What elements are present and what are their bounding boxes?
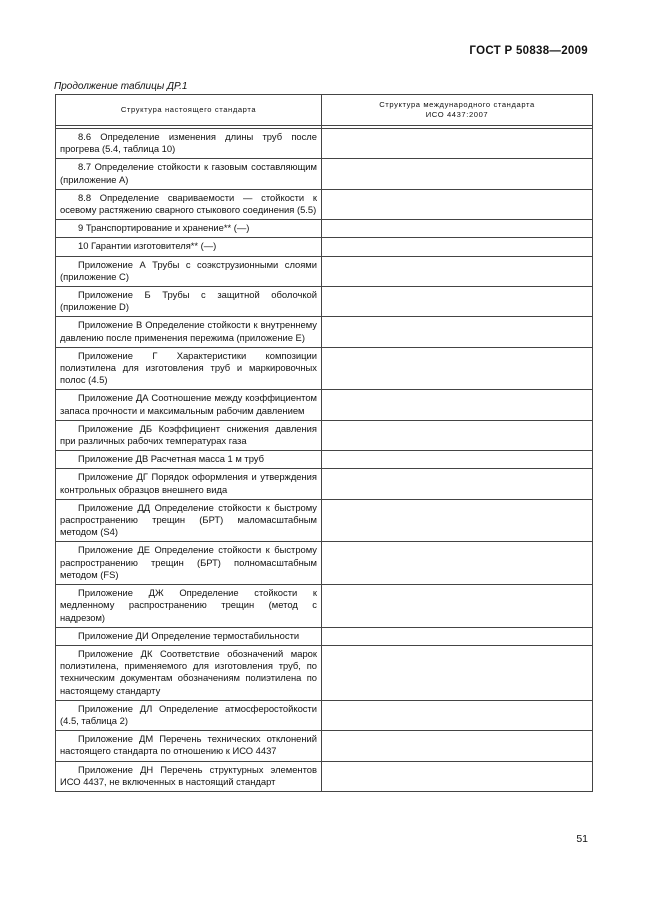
- table-row: [56, 451, 593, 469]
- table-row: [56, 469, 593, 499]
- row-text: Приложение ДА Соотношение между коэффициентом запаса прочности и максимальным рабочим давлением: [60, 392, 317, 416]
- table-row: [56, 390, 593, 420]
- iso-cell: [322, 256, 593, 286]
- row-text: 8.8 Определение свариваемости — стойкости к осевому растяжению сварного стыкового соединения (5.5): [60, 191, 317, 216]
- row-text: 8.7 Определение стойкости к газовым составляющим (приложение А): [60, 161, 317, 185]
- table-row: [56, 347, 593, 390]
- iso-cell: [322, 317, 593, 347]
- table-row: [56, 542, 593, 585]
- row-text: Приложение ДВ Расчетная масса 1 м труб: [78, 453, 264, 465]
- iso-cell: [322, 469, 593, 499]
- iso-cell: [322, 451, 593, 469]
- table-row: [56, 627, 593, 645]
- row-text: Приложение ДГ Порядок оформления и утверждения контрольных образцов внешнего вида: [60, 471, 317, 495]
- table-row: [56, 129, 593, 159]
- iso-cell: [322, 287, 593, 317]
- row-text: Приложение В Определение стойкости к внутреннему давлению после применения пережима (приложение Е): [60, 319, 317, 343]
- table-row: [56, 256, 593, 286]
- row-text: Приложение ДК Соответствие обозначений марок полиэтилена, применяемого для изготовления труб, по техническим документам обозначениям полиэтилена по настоящему стандарту: [60, 647, 317, 696]
- table-row: [56, 585, 593, 628]
- table-caption: Продолжение таблицы ДР.1: [54, 81, 188, 92]
- table-row: [56, 317, 593, 347]
- iso-cell: [322, 420, 593, 450]
- row-text: Приложение ДБ Коэффициент снижения давления при различных рабочих температурах газа: [60, 422, 317, 447]
- iso-cell: [322, 220, 593, 238]
- table-row: [56, 420, 593, 450]
- iso-cell: [322, 159, 593, 189]
- row-text: Приложение Б Трубы с защитной оболочкой (приложение D): [60, 289, 317, 313]
- table-row: [56, 220, 593, 238]
- table-row: [56, 189, 593, 219]
- table-row: [56, 761, 593, 791]
- iso-cell: [322, 129, 593, 159]
- iso-cell: [322, 189, 593, 219]
- iso-cell: [322, 499, 593, 542]
- col-header-current-standard: Структура настоящего стандарта: [56, 95, 322, 126]
- row-text: Приложение ДД Определение стойкости к быстрому распространению трещин (БРТ) маломасштабным методом (S4): [60, 501, 317, 538]
- iso-cell: [322, 645, 593, 700]
- row-text: Приложение А Трубы с соэкструзионными слоями (приложение С): [60, 258, 317, 282]
- iso-cell: [322, 390, 593, 420]
- table-row: [56, 287, 593, 317]
- row-text: 9 Транспортирование и хранение** (—): [78, 222, 250, 234]
- col-header-iso-standard: [322, 95, 593, 126]
- table-row: [56, 499, 593, 542]
- row-text: 8.6 Определение изменения длины труб после прогрева (5.4, таблица 10): [60, 131, 317, 155]
- iso-cell: [322, 761, 593, 791]
- col-header-iso-line1: Структура международного стандарта: [379, 100, 535, 109]
- row-text: Приложение ДИ Определение термостабильности: [78, 629, 300, 641]
- table-row: [56, 731, 593, 761]
- iso-cell: [322, 585, 593, 628]
- iso-cell: [322, 238, 593, 256]
- row-text: 10 Гарантии изготовителя** (—): [78, 240, 217, 252]
- col-header-iso-line2: ИСО 4437:2007: [425, 110, 489, 119]
- iso-cell: [322, 731, 593, 761]
- table-row: [56, 238, 593, 256]
- iso-cell: [322, 627, 593, 645]
- row-text: Приложение ДН Перечень структурных элементов ИСО 4437, не включенных в настоящий стандарт: [60, 763, 317, 787]
- standard-code: ГОСТ Р 50838—2009: [469, 45, 588, 57]
- row-text: Приложение ДЕ Определение стойкости к быстрому распространению трещин (БРТ) полномасштабным методом (FS): [60, 544, 317, 580]
- row-text: Приложение ДЛ Определение атмосферостойкости (4.5, таблица 2): [60, 702, 317, 726]
- table-row: [56, 645, 593, 700]
- row-text: Приложение ДЖ Определение стойкости к медленному распространению трещин (метод с надрезом): [60, 587, 317, 623]
- iso-cell: [322, 700, 593, 730]
- table-row: [56, 700, 593, 730]
- structure-comparison-table: [55, 94, 593, 792]
- row-text: Приложение Г Характеристики композиции полиэтилена для изготовления труб и маркировочных полос (4.5): [60, 349, 317, 386]
- table-row: [56, 159, 593, 189]
- iso-cell: [322, 347, 593, 390]
- table-header-row: [56, 95, 593, 126]
- page-number: 51: [576, 833, 588, 845]
- row-text: Приложение ДМ Перечень технических отклонений настоящего стандарта по отношению к ИСО 4437: [60, 733, 317, 757]
- iso-cell: [322, 542, 593, 585]
